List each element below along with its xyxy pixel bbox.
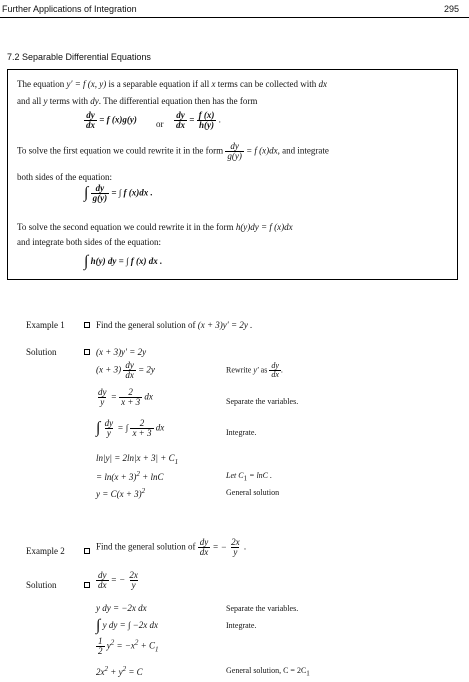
- or-word: or: [156, 119, 164, 129]
- square-bullet-icon: [84, 322, 90, 328]
- box-line-3: To solve the first equation we could rewrite it in the form $\frac{dy}{g(y)}$ = f (x)dx, and integrate: [17, 141, 329, 161]
- box-line-5: To solve the second equation we could rewrite it in the form h(y)dy = f (x)dx: [17, 222, 293, 232]
- example-2-prompt: Find the general solution of $\frac{dy}{dx}$ = − $\frac{2x}{y}$ .: [96, 537, 247, 557]
- ex1-step-7: $y = C(x + 3)^2$: [96, 487, 146, 499]
- running-header-title: Further Applications of Integration: [2, 4, 137, 14]
- ex1-step-2: (x + 3) $\frac{dy}{dx}$ = 2y: [96, 360, 155, 380]
- box-line-2: and all y terms with dy. The differential equation then has the form: [17, 96, 258, 106]
- ex1-step-4-note: Integrate.: [226, 428, 257, 437]
- example-2-label: Example 2: [26, 546, 65, 556]
- ex1-step-1: (x + 3)y′ = 2y: [96, 347, 147, 357]
- ex2-step-1: $\frac{dy}{dx}$ = − $\frac{2x}{y}$: [98, 570, 138, 590]
- ex2-step-5-note: General solution, $C = 2C_1$: [226, 666, 310, 678]
- solution-1-label: Solution: [26, 347, 57, 357]
- header-rule: [0, 17, 469, 18]
- ex2-step-3-note: Integrate.: [226, 621, 257, 630]
- integral-equation-2: ∫ h(y) dy = ∫ f (x) dx .: [84, 253, 163, 270]
- ex2-step-5: $2x^2 + y^2 = C$: [96, 665, 143, 677]
- form-equation-2: $\frac{dy}{dx}$ = $\frac{f (x)}{h(y)}$ .: [176, 110, 221, 130]
- solution-2-label: Solution: [26, 580, 57, 590]
- integral-equation-1: ∫ $\frac{dy}{g(y)}$ = ∫ f (x)dx .: [84, 183, 153, 203]
- example-1-label: Example 1: [26, 320, 65, 330]
- ex2-step-2-note: Separate the variables.: [226, 604, 299, 613]
- example-1-prompt: Find the general solution of (x + 3)y′ = 2y .: [96, 320, 253, 330]
- square-bullet-icon: [84, 582, 90, 588]
- ex1-step-3-note: Separate the variables.: [226, 397, 299, 406]
- ex1-step-6: = $\ln(x + 3)^2 + \ln C$: [96, 470, 164, 482]
- ex1-step-7-note: General solution: [226, 488, 280, 497]
- ex2-step-4: $\frac{1}{2}$ $y^2 = -x^2 + C_1$: [98, 636, 159, 656]
- section-title: 7.2 Separable Differential Equations: [7, 52, 151, 62]
- square-bullet-icon: [84, 349, 90, 355]
- ex1-step-4: ∫ $\frac{dy}{y}$ = ∫ $\frac{2}{x + 3}$ dx: [96, 418, 165, 438]
- form-equation-1: $\frac{dy}{dx}$ = f (x)g(y): [86, 110, 137, 130]
- ex1-step-2-note: Rewrite y′ as $\frac{dy}{dx}$ .: [226, 361, 283, 379]
- box-line-6: and integrate both sides of the equation:: [17, 237, 161, 247]
- box-line-1: The equation y′ = f (x, y) is a separable equation if all x terms can be collected with dx: [17, 79, 327, 89]
- ex2-step-3: ∫ y dy = ∫ −2x dx: [96, 617, 158, 634]
- ex2-step-2: y dy = −2x dx: [96, 603, 147, 613]
- page-number: 295: [444, 4, 460, 14]
- square-bullet-icon: [84, 548, 90, 554]
- ex1-step-6-note: Let $C_1 = \ln C$ .: [226, 471, 273, 483]
- ex1-step-5: $\ln|y| = 2\ln|x + 3| + C_1$: [96, 453, 179, 466]
- ex1-step-3: $\frac{dy}{y}$ = $\frac{2}{x + 3}$ dx: [98, 387, 153, 407]
- box-line-4: both sides of the equation:: [17, 172, 112, 182]
